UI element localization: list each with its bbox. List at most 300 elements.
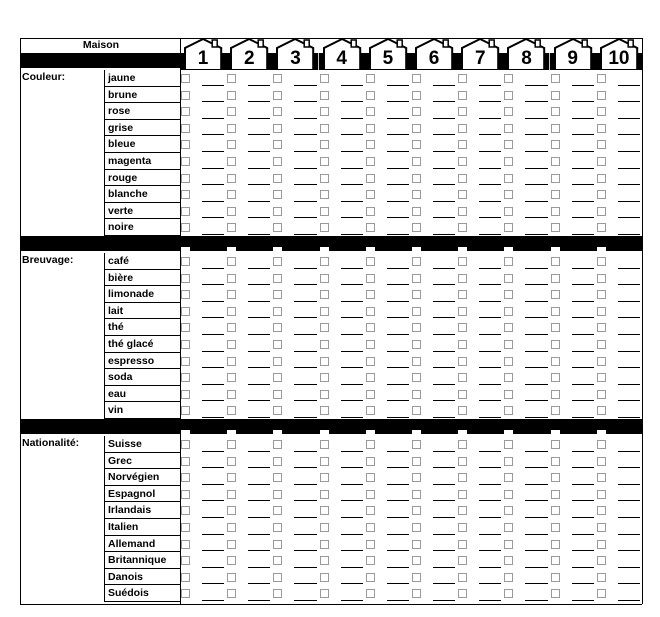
cell-answer-line[interactable]: [572, 417, 594, 418]
cell-answer-line[interactable]: [248, 184, 270, 185]
cell-checkbox[interactable]: [504, 490, 513, 499]
cell-answer-line[interactable]: [202, 484, 224, 485]
cell-answer-line[interactable]: [525, 234, 547, 235]
cell-answer-line[interactable]: [202, 217, 224, 218]
cell-answer-line[interactable]: [479, 367, 501, 368]
cell-checkbox[interactable]: [458, 174, 467, 183]
cell-checkbox[interactable]: [458, 157, 467, 166]
cell-answer-line[interactable]: [525, 567, 547, 568]
cell-answer-line[interactable]: [202, 85, 224, 86]
cell-checkbox[interactable]: [366, 357, 375, 366]
cell-checkbox[interactable]: [551, 357, 560, 366]
cell-checkbox[interactable]: [504, 540, 513, 549]
cell-answer-line[interactable]: [618, 417, 640, 418]
cell-answer-line[interactable]: [479, 151, 501, 152]
cell-checkbox[interactable]: [458, 290, 467, 299]
cell-checkbox[interactable]: [320, 307, 329, 316]
cell-answer-line[interactable]: [572, 101, 594, 102]
cell-answer-line[interactable]: [572, 201, 594, 202]
cell-checkbox[interactable]: [458, 340, 467, 349]
cell-checkbox[interactable]: [320, 357, 329, 366]
cell-answer-line[interactable]: [479, 317, 501, 318]
cell-checkbox[interactable]: [551, 523, 560, 532]
cell-checkbox[interactable]: [320, 107, 329, 116]
cell-checkbox[interactable]: [320, 190, 329, 199]
cell-answer-line[interactable]: [433, 268, 455, 269]
cell-checkbox[interactable]: [504, 257, 513, 266]
cell-checkbox[interactable]: [504, 140, 513, 149]
cell-checkbox[interactable]: [412, 257, 421, 266]
cell-answer-line[interactable]: [433, 284, 455, 285]
cell-checkbox[interactable]: [273, 373, 282, 382]
cell-answer-line[interactable]: [202, 400, 224, 401]
cell-answer-line[interactable]: [202, 467, 224, 468]
cell-answer-line[interactable]: [248, 484, 270, 485]
cell-answer-line[interactable]: [525, 550, 547, 551]
cell-answer-line[interactable]: [433, 118, 455, 119]
cell-answer-line[interactable]: [341, 334, 363, 335]
cell-answer-line[interactable]: [387, 134, 409, 135]
cell-checkbox[interactable]: [273, 390, 282, 399]
cell-answer-line[interactable]: [387, 550, 409, 551]
cell-answer-line[interactable]: [618, 284, 640, 285]
cell-checkbox[interactable]: [366, 373, 375, 382]
cell-answer-line[interactable]: [202, 284, 224, 285]
cell-checkbox[interactable]: [412, 556, 421, 565]
cell-answer-line[interactable]: [618, 600, 640, 601]
cell-checkbox[interactable]: [504, 523, 513, 532]
cell-checkbox[interactable]: [458, 540, 467, 549]
cell-answer-line[interactable]: [294, 268, 316, 269]
cell-answer-line[interactable]: [387, 317, 409, 318]
cell-answer-line[interactable]: [248, 268, 270, 269]
cell-answer-line[interactable]: [294, 550, 316, 551]
cell-answer-line[interactable]: [387, 384, 409, 385]
cell-checkbox[interactable]: [227, 107, 236, 116]
cell-checkbox[interactable]: [366, 274, 375, 283]
cell-checkbox[interactable]: [366, 207, 375, 216]
cell-answer-line[interactable]: [525, 583, 547, 584]
cell-checkbox[interactable]: [551, 540, 560, 549]
cell-answer-line[interactable]: [341, 583, 363, 584]
cell-checkbox[interactable]: [551, 573, 560, 582]
cell-answer-line[interactable]: [341, 151, 363, 152]
cell-checkbox[interactable]: [181, 190, 190, 199]
cell-checkbox[interactable]: [366, 506, 375, 515]
cell-checkbox[interactable]: [366, 440, 375, 449]
cell-checkbox[interactable]: [597, 573, 606, 582]
cell-answer-line[interactable]: [202, 583, 224, 584]
cell-answer-line[interactable]: [341, 85, 363, 86]
cell-answer-line[interactable]: [433, 517, 455, 518]
cell-checkbox[interactable]: [273, 257, 282, 266]
cell-answer-line[interactable]: [202, 534, 224, 535]
cell-checkbox[interactable]: [227, 340, 236, 349]
cell-answer-line[interactable]: [479, 384, 501, 385]
cell-checkbox[interactable]: [597, 274, 606, 283]
cell-checkbox[interactable]: [504, 373, 513, 382]
cell-checkbox[interactable]: [504, 440, 513, 449]
cell-answer-line[interactable]: [202, 367, 224, 368]
cell-answer-line[interactable]: [294, 484, 316, 485]
cell-answer-line[interactable]: [433, 351, 455, 352]
cell-checkbox[interactable]: [504, 556, 513, 565]
cell-checkbox[interactable]: [320, 323, 329, 332]
cell-answer-line[interactable]: [341, 118, 363, 119]
cell-checkbox[interactable]: [412, 107, 421, 116]
cell-checkbox[interactable]: [181, 440, 190, 449]
cell-answer-line[interactable]: [294, 600, 316, 601]
cell-checkbox[interactable]: [412, 274, 421, 283]
cell-checkbox[interactable]: [273, 274, 282, 283]
cell-answer-line[interactable]: [341, 351, 363, 352]
cell-checkbox[interactable]: [458, 406, 467, 415]
cell-answer-line[interactable]: [248, 217, 270, 218]
cell-answer-line[interactable]: [525, 384, 547, 385]
cell-answer-line[interactable]: [618, 500, 640, 501]
cell-answer-line[interactable]: [479, 168, 501, 169]
cell-checkbox[interactable]: [597, 390, 606, 399]
cell-answer-line[interactable]: [248, 567, 270, 568]
cell-answer-line[interactable]: [572, 217, 594, 218]
cell-answer-line[interactable]: [202, 451, 224, 452]
cell-answer-line[interactable]: [387, 301, 409, 302]
cell-checkbox[interactable]: [551, 174, 560, 183]
cell-checkbox[interactable]: [366, 190, 375, 199]
cell-checkbox[interactable]: [227, 473, 236, 482]
cell-answer-line[interactable]: [341, 317, 363, 318]
cell-checkbox[interactable]: [412, 589, 421, 598]
cell-answer-line[interactable]: [341, 467, 363, 468]
cell-answer-line[interactable]: [341, 268, 363, 269]
cell-checkbox[interactable]: [227, 406, 236, 415]
cell-checkbox[interactable]: [181, 223, 190, 232]
cell-checkbox[interactable]: [412, 390, 421, 399]
cell-answer-line[interactable]: [618, 268, 640, 269]
cell-answer-line[interactable]: [433, 500, 455, 501]
cell-checkbox[interactable]: [504, 157, 513, 166]
cell-checkbox[interactable]: [227, 91, 236, 100]
cell-checkbox[interactable]: [320, 274, 329, 283]
cell-answer-line[interactable]: [341, 534, 363, 535]
cell-checkbox[interactable]: [412, 290, 421, 299]
cell-checkbox[interactable]: [551, 457, 560, 466]
cell-answer-line[interactable]: [479, 334, 501, 335]
cell-checkbox[interactable]: [366, 406, 375, 415]
cell-answer-line[interactable]: [618, 400, 640, 401]
cell-answer-line[interactable]: [294, 217, 316, 218]
cell-checkbox[interactable]: [412, 406, 421, 415]
cell-answer-line[interactable]: [387, 400, 409, 401]
cell-answer-line[interactable]: [572, 151, 594, 152]
cell-checkbox[interactable]: [412, 223, 421, 232]
cell-answer-line[interactable]: [618, 484, 640, 485]
cell-answer-line[interactable]: [433, 384, 455, 385]
cell-checkbox[interactable]: [597, 473, 606, 482]
cell-checkbox[interactable]: [597, 107, 606, 116]
cell-checkbox[interactable]: [597, 357, 606, 366]
cell-answer-line[interactable]: [433, 400, 455, 401]
cell-answer-line[interactable]: [572, 334, 594, 335]
cell-answer-line[interactable]: [572, 567, 594, 568]
cell-answer-line[interactable]: [248, 550, 270, 551]
cell-answer-line[interactable]: [572, 484, 594, 485]
cell-answer-line[interactable]: [202, 168, 224, 169]
cell-answer-line[interactable]: [618, 151, 640, 152]
cell-checkbox[interactable]: [366, 157, 375, 166]
cell-checkbox[interactable]: [227, 490, 236, 499]
cell-checkbox[interactable]: [597, 540, 606, 549]
cell-checkbox[interactable]: [366, 473, 375, 482]
cell-checkbox[interactable]: [551, 107, 560, 116]
cell-answer-line[interactable]: [387, 583, 409, 584]
cell-answer-line[interactable]: [294, 118, 316, 119]
cell-checkbox[interactable]: [551, 440, 560, 449]
cell-checkbox[interactable]: [181, 589, 190, 598]
cell-answer-line[interactable]: [572, 467, 594, 468]
cell-checkbox[interactable]: [412, 157, 421, 166]
cell-checkbox[interactable]: [366, 573, 375, 582]
cell-answer-line[interactable]: [202, 118, 224, 119]
cell-answer-line[interactable]: [387, 284, 409, 285]
cell-checkbox[interactable]: [551, 340, 560, 349]
cell-answer-line[interactable]: [433, 201, 455, 202]
cell-answer-line[interactable]: [433, 534, 455, 535]
cell-checkbox[interactable]: [412, 140, 421, 149]
cell-checkbox[interactable]: [597, 340, 606, 349]
cell-checkbox[interactable]: [458, 124, 467, 133]
cell-answer-line[interactable]: [433, 317, 455, 318]
cell-checkbox[interactable]: [227, 440, 236, 449]
cell-answer-line[interactable]: [248, 334, 270, 335]
cell-checkbox[interactable]: [551, 406, 560, 415]
cell-checkbox[interactable]: [273, 523, 282, 532]
cell-checkbox[interactable]: [320, 406, 329, 415]
cell-checkbox[interactable]: [458, 390, 467, 399]
cell-answer-line[interactable]: [433, 168, 455, 169]
cell-checkbox[interactable]: [181, 490, 190, 499]
cell-answer-line[interactable]: [618, 467, 640, 468]
cell-answer-line[interactable]: [202, 550, 224, 551]
cell-checkbox[interactable]: [412, 91, 421, 100]
cell-answer-line[interactable]: [618, 351, 640, 352]
cell-answer-line[interactable]: [248, 417, 270, 418]
cell-checkbox[interactable]: [412, 440, 421, 449]
cell-answer-line[interactable]: [433, 467, 455, 468]
cell-checkbox[interactable]: [551, 556, 560, 565]
cell-checkbox[interactable]: [458, 107, 467, 116]
cell-answer-line[interactable]: [294, 467, 316, 468]
cell-answer-line[interactable]: [525, 367, 547, 368]
cell-checkbox[interactable]: [273, 323, 282, 332]
cell-answer-line[interactable]: [341, 417, 363, 418]
cell-answer-line[interactable]: [618, 168, 640, 169]
cell-checkbox[interactable]: [181, 573, 190, 582]
cell-answer-line[interactable]: [341, 301, 363, 302]
cell-checkbox[interactable]: [366, 91, 375, 100]
cell-checkbox[interactable]: [366, 556, 375, 565]
cell-answer-line[interactable]: [479, 534, 501, 535]
cell-answer-line[interactable]: [202, 417, 224, 418]
cell-answer-line[interactable]: [248, 85, 270, 86]
cell-answer-line[interactable]: [202, 567, 224, 568]
cell-answer-line[interactable]: [341, 550, 363, 551]
cell-answer-line[interactable]: [479, 583, 501, 584]
cell-checkbox[interactable]: [273, 91, 282, 100]
cell-checkbox[interactable]: [597, 157, 606, 166]
cell-checkbox[interactable]: [597, 506, 606, 515]
cell-answer-line[interactable]: [479, 500, 501, 501]
cell-checkbox[interactable]: [320, 540, 329, 549]
cell-answer-line[interactable]: [294, 351, 316, 352]
cell-answer-line[interactable]: [525, 417, 547, 418]
cell-answer-line[interactable]: [202, 301, 224, 302]
cell-answer-line[interactable]: [341, 184, 363, 185]
cell-checkbox[interactable]: [366, 390, 375, 399]
cell-answer-line[interactable]: [433, 234, 455, 235]
cell-answer-line[interactable]: [572, 534, 594, 535]
cell-checkbox[interactable]: [597, 523, 606, 532]
cell-checkbox[interactable]: [227, 290, 236, 299]
cell-answer-line[interactable]: [433, 134, 455, 135]
cell-answer-line[interactable]: [387, 168, 409, 169]
cell-checkbox[interactable]: [273, 340, 282, 349]
cell-checkbox[interactable]: [366, 174, 375, 183]
cell-answer-line[interactable]: [202, 184, 224, 185]
cell-checkbox[interactable]: [458, 74, 467, 83]
cell-answer-line[interactable]: [387, 484, 409, 485]
cell-checkbox[interactable]: [227, 323, 236, 332]
cell-checkbox[interactable]: [227, 223, 236, 232]
cell-answer-line[interactable]: [202, 234, 224, 235]
cell-checkbox[interactable]: [273, 556, 282, 565]
cell-answer-line[interactable]: [248, 134, 270, 135]
cell-answer-line[interactable]: [248, 367, 270, 368]
cell-checkbox[interactable]: [227, 573, 236, 582]
cell-answer-line[interactable]: [387, 234, 409, 235]
cell-checkbox[interactable]: [551, 290, 560, 299]
cell-checkbox[interactable]: [412, 457, 421, 466]
cell-checkbox[interactable]: [458, 274, 467, 283]
cell-answer-line[interactable]: [202, 317, 224, 318]
cell-answer-line[interactable]: [341, 400, 363, 401]
cell-answer-line[interactable]: [433, 101, 455, 102]
cell-checkbox[interactable]: [366, 223, 375, 232]
cell-checkbox[interactable]: [181, 457, 190, 466]
cell-answer-line[interactable]: [248, 600, 270, 601]
cell-checkbox[interactable]: [366, 340, 375, 349]
cell-answer-line[interactable]: [341, 101, 363, 102]
cell-answer-line[interactable]: [248, 534, 270, 535]
cell-answer-line[interactable]: [525, 184, 547, 185]
cell-checkbox[interactable]: [458, 473, 467, 482]
cell-answer-line[interactable]: [294, 101, 316, 102]
cell-checkbox[interactable]: [366, 523, 375, 532]
cell-answer-line[interactable]: [572, 118, 594, 119]
cell-answer-line[interactable]: [525, 301, 547, 302]
cell-answer-line[interactable]: [525, 500, 547, 501]
cell-checkbox[interactable]: [504, 340, 513, 349]
cell-checkbox[interactable]: [551, 74, 560, 83]
cell-answer-line[interactable]: [387, 467, 409, 468]
cell-checkbox[interactable]: [458, 589, 467, 598]
cell-checkbox[interactable]: [458, 457, 467, 466]
cell-checkbox[interactable]: [551, 589, 560, 598]
cell-answer-line[interactable]: [525, 400, 547, 401]
cell-checkbox[interactable]: [551, 274, 560, 283]
cell-checkbox[interactable]: [597, 74, 606, 83]
cell-checkbox[interactable]: [597, 207, 606, 216]
cell-checkbox[interactable]: [412, 523, 421, 532]
cell-checkbox[interactable]: [273, 457, 282, 466]
cell-answer-line[interactable]: [294, 500, 316, 501]
cell-checkbox[interactable]: [181, 357, 190, 366]
cell-answer-line[interactable]: [618, 367, 640, 368]
cell-answer-line[interactable]: [479, 400, 501, 401]
cell-answer-line[interactable]: [479, 451, 501, 452]
cell-answer-line[interactable]: [248, 301, 270, 302]
cell-answer-line[interactable]: [618, 101, 640, 102]
cell-answer-line[interactable]: [248, 151, 270, 152]
cell-answer-line[interactable]: [294, 85, 316, 86]
cell-answer-line[interactable]: [479, 484, 501, 485]
cell-checkbox[interactable]: [551, 190, 560, 199]
cell-answer-line[interactable]: [433, 184, 455, 185]
cell-checkbox[interactable]: [366, 290, 375, 299]
cell-answer-line[interactable]: [433, 217, 455, 218]
cell-checkbox[interactable]: [551, 91, 560, 100]
cell-answer-line[interactable]: [294, 184, 316, 185]
cell-answer-line[interactable]: [572, 284, 594, 285]
cell-checkbox[interactable]: [366, 540, 375, 549]
cell-checkbox[interactable]: [412, 307, 421, 316]
cell-checkbox[interactable]: [320, 140, 329, 149]
cell-checkbox[interactable]: [504, 91, 513, 100]
cell-answer-line[interactable]: [618, 534, 640, 535]
cell-answer-line[interactable]: [341, 234, 363, 235]
cell-checkbox[interactable]: [320, 390, 329, 399]
cell-checkbox[interactable]: [273, 174, 282, 183]
cell-answer-line[interactable]: [479, 101, 501, 102]
cell-checkbox[interactable]: [412, 174, 421, 183]
cell-answer-line[interactable]: [248, 201, 270, 202]
cell-answer-line[interactable]: [248, 400, 270, 401]
cell-answer-line[interactable]: [248, 467, 270, 468]
cell-checkbox[interactable]: [412, 74, 421, 83]
cell-answer-line[interactable]: [618, 201, 640, 202]
cell-checkbox[interactable]: [273, 124, 282, 133]
cell-answer-line[interactable]: [248, 500, 270, 501]
cell-checkbox[interactable]: [320, 556, 329, 565]
cell-answer-line[interactable]: [479, 85, 501, 86]
cell-answer-line[interactable]: [341, 168, 363, 169]
cell-checkbox[interactable]: [181, 140, 190, 149]
cell-answer-line[interactable]: [618, 217, 640, 218]
cell-answer-line[interactable]: [248, 234, 270, 235]
cell-checkbox[interactable]: [320, 257, 329, 266]
cell-answer-line[interactable]: [202, 334, 224, 335]
cell-checkbox[interactable]: [504, 406, 513, 415]
cell-answer-line[interactable]: [387, 417, 409, 418]
cell-checkbox[interactable]: [458, 373, 467, 382]
cell-checkbox[interactable]: [458, 190, 467, 199]
cell-checkbox[interactable]: [227, 506, 236, 515]
cell-checkbox[interactable]: [320, 589, 329, 598]
cell-answer-line[interactable]: [294, 567, 316, 568]
cell-checkbox[interactable]: [181, 274, 190, 283]
cell-checkbox[interactable]: [366, 124, 375, 133]
cell-answer-line[interactable]: [572, 583, 594, 584]
